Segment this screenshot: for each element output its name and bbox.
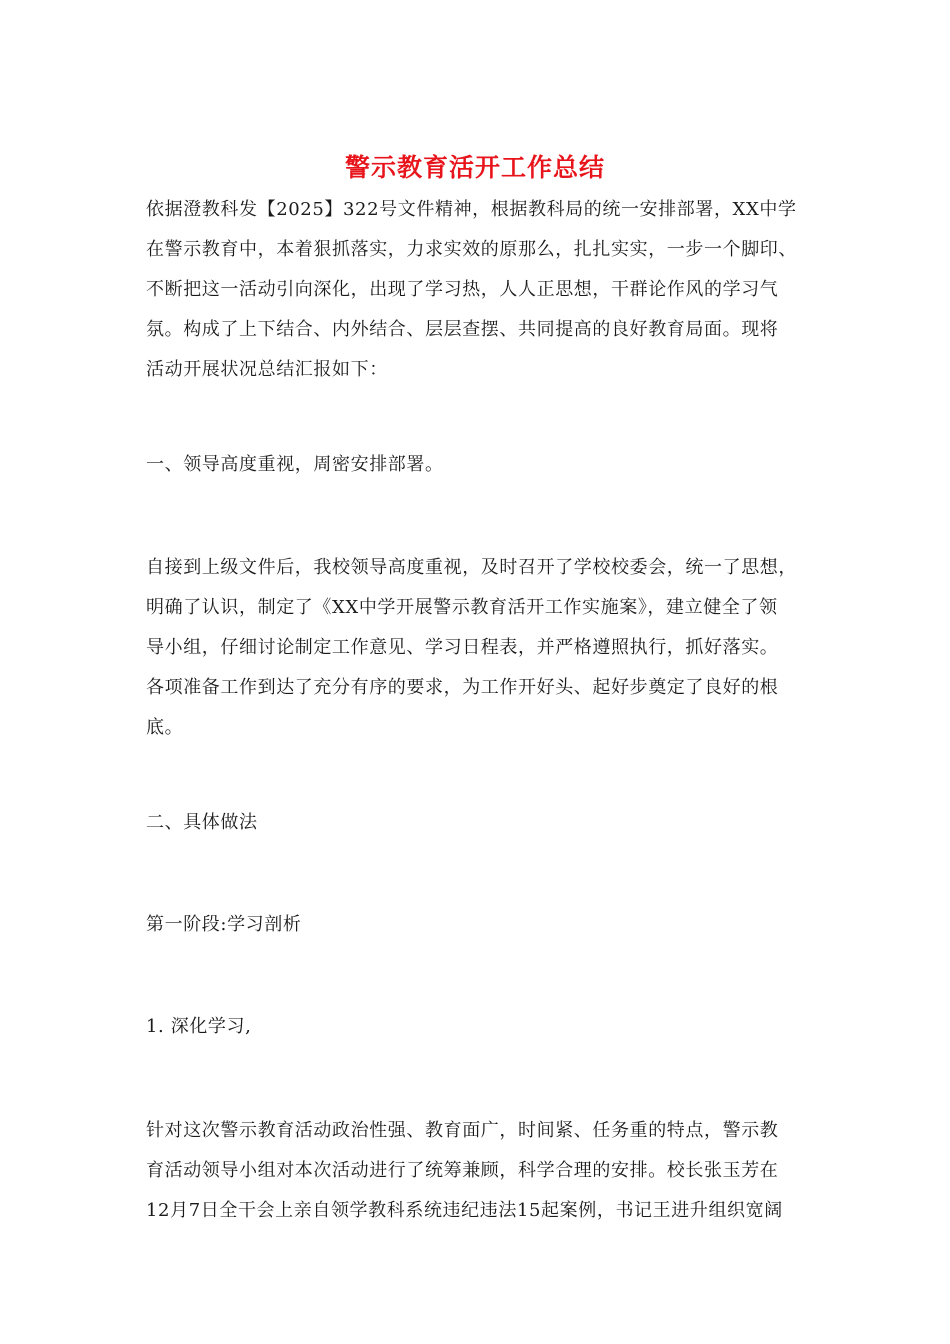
stage-1-heading: 第一阶段:学习剖析 bbox=[146, 914, 302, 935]
document-title: 警示教育活开工作总结 bbox=[344, 153, 605, 182]
text-line: 育活动领导小组对本次活动进行了统筹兼顾，科学合理的安排。校长张玉芳在 bbox=[146, 1160, 779, 1181]
text-line: 12月7日全干会上亲自领学教科系统违纪违法15起案例，书记王进升组织宽阔 bbox=[146, 1200, 783, 1221]
text-line: 明确了认识，制定了《XX中学开展警示教育活开工作实施案》，建立健全了领 bbox=[146, 597, 778, 618]
text-line: 不断把这一活动引向深化，出现了学习热，人人正思想，干群论作风的学习气 bbox=[146, 279, 779, 300]
section-1-heading: 一、领导高度重视，周密安排部署。 bbox=[146, 454, 444, 475]
intro-paragraph bbox=[146, 190, 826, 390]
text-line: 导小组，仔细讨论制定工作意见、学习日程表，并严格遵照执行，抓好落实。 bbox=[146, 637, 779, 658]
text-line: 自接到上级文件后，我校领导高度重视，及时召开了学校校委会，统一了思想， bbox=[146, 557, 797, 578]
text-line: 针对这次警示教育活动政治性强、教育面广，时间紧、任务重的特点，警示教 bbox=[146, 1120, 779, 1141]
section-1-paragraph bbox=[146, 548, 826, 748]
text-line: 活动开展状况总结汇报如下： bbox=[146, 359, 388, 380]
text-line: 各项准备工作到达了充分有序的要求，为工作开好头、起好步奠定了良好的根 bbox=[146, 677, 779, 698]
item-1-heading: 1. 深化学习, bbox=[146, 1016, 252, 1037]
item-1-paragraph bbox=[146, 1111, 826, 1231]
section-2-heading: 二、具体做法 bbox=[146, 812, 258, 833]
text-line: 底。 bbox=[146, 717, 184, 738]
text-line: 依据澄教科发【2025】322号文件精神，根据教科局的统一安排部署，XX中学 bbox=[146, 199, 797, 220]
text-line: 氛。构成了上下结合、内外结合、层层查摆、共同提高的良好教育局面。现将 bbox=[146, 319, 779, 340]
text-line: 在警示教育中，本着狠抓落实，力求实效的原那么，扎扎实实，一步一个脚印、 bbox=[146, 239, 797, 260]
